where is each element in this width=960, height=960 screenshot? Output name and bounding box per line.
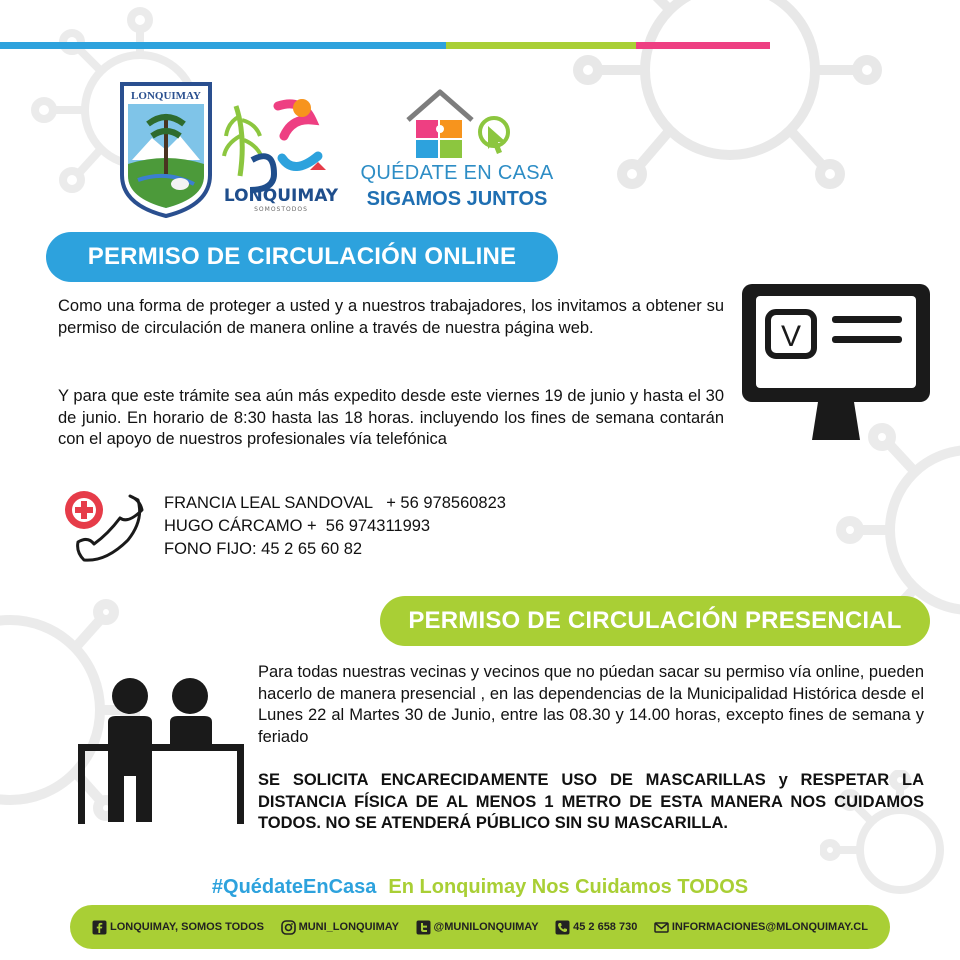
footer-social-bar [70, 905, 890, 949]
phone-icon [555, 920, 570, 935]
footer-phone-label: 45 2 658 730 [573, 921, 638, 933]
online-paragraph-2: Y para que este trámite sea aún más expedito desde este viernes 19 de junio y hasta el 30 de junio. En horario de 8:30 hasta las 18 horas. incluyendo los fines de semana contarán con el apoyo de nuestros profesionales vía telefónica [58, 387, 724, 448]
contact-line-1: FRANCIA LEAL SANDOVAL + 56 978560823 [164, 494, 506, 512]
lonquimay-crest-logo [118, 80, 214, 220]
contact-line-2: HUGO CÁRCAMO + 56 974311993 [164, 517, 431, 535]
mask-warning-paragraph: SE SOLICITA ENCARECIDAMENTE USO DE MASCARILLAS y RESPETAR LA DISTANCIA FÍSICA DE AL MENOS 1 METRO DE ESTA MANERA NOS CUIDAMOS TODOS. NO SE ATENDERÁ PÚBLICO SIN SU MASCARILLA. [258, 771, 924, 832]
muni-logo-subtitle: SOMOSTODOS [254, 206, 308, 213]
online-section-title: PERMISO DE CIRCULACIÓN ONLINE [46, 232, 558, 282]
presencial-paragraph-1: Para todas nuestras vecinas y vecinos que no púedan sacar su permiso vía online, pueden hacerlo de manera presencial , en las dependencias de la Municipalidad Histórica desde el Lunes 22 al Martes 30 de Junio, entre las 08.30 y 14.00 horas, excepto fines de semana y feriado [258, 663, 924, 746]
footer-facebook-label: LONQUIMAY, SOMOS TODOS [110, 921, 265, 933]
footer-phone[interactable] [555, 920, 637, 935]
monitor-check-icon [738, 280, 934, 450]
footer-facebook[interactable] [92, 920, 264, 935]
stripe-green [446, 42, 636, 49]
mail-icon [654, 920, 669, 935]
facebook-icon [92, 920, 107, 935]
contact-line-3: FONO FIJO: 45 2 65 60 82 [164, 540, 363, 558]
stay-home-line2: SIGAMOS JUNTOS [366, 188, 548, 210]
stripe-blue [0, 42, 446, 49]
crest-label: LONQUIMAY [131, 90, 201, 102]
lonquimay-somos-todos-logo [222, 96, 334, 194]
office-attention-icon [78, 676, 244, 824]
footer-email-label: INFORMACIONES@MLONQUIMAY.CL [671, 921, 868, 933]
footer-instagram-label: MUNI_LONQUIMAY [298, 921, 399, 933]
monitor-check-mark: V [780, 320, 802, 353]
hashtag-row [0, 876, 960, 899]
slogan-text: En Lonquimay Nos Cuidamos TODOS [388, 876, 749, 898]
footer-instagram[interactable] [281, 920, 399, 935]
twitter-icon [416, 920, 431, 935]
instagram-icon [281, 920, 296, 935]
presencial-section-title: PERMISO DE CIRCULACIÓN PRESENCIAL [380, 596, 930, 646]
stay-home-line1: QUÉDATE EN CASA [360, 162, 554, 184]
stay-home-house-logo [400, 86, 520, 162]
footer-email[interactable] [654, 920, 868, 935]
hashtag-text: #QuédateEnCasa [211, 876, 377, 898]
footer-twitter-label: @MUNILONQUIMAY [433, 921, 539, 933]
muni-logo-text: LONQUIMAY [223, 186, 339, 206]
medical-phone-icon [58, 488, 148, 568]
footer-twitter[interactable] [416, 920, 539, 935]
stripe-pink [636, 42, 770, 49]
online-paragraph-1: Como una forma de proteger a usted y a nuestros trabajadores, los invitamos a obtener su permiso de circulación de manera online a través de nuestra página web. [58, 297, 724, 337]
virus-decoration-top-right [560, 0, 890, 210]
